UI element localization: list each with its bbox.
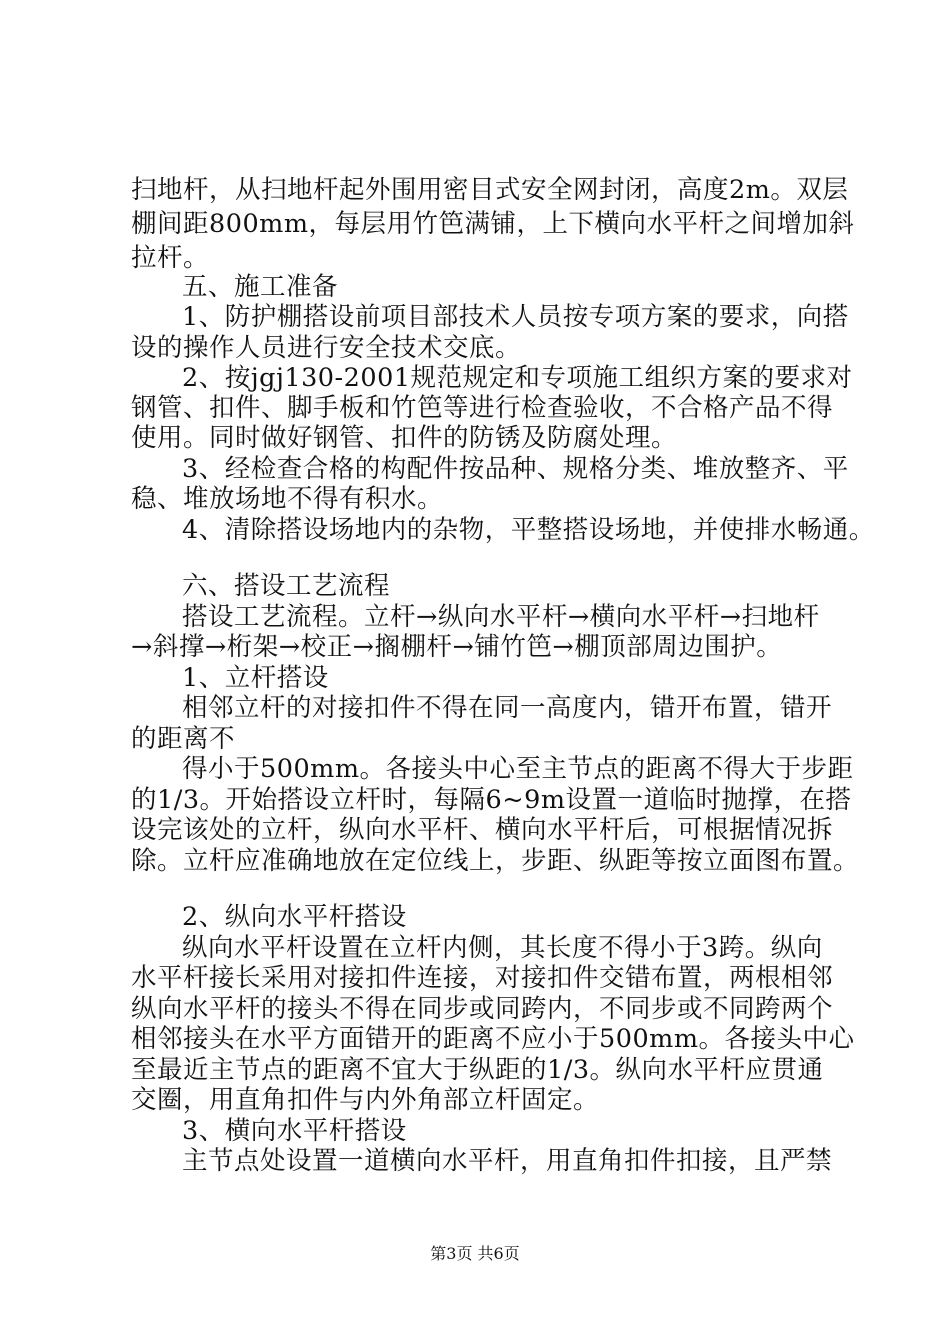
text-line: 棚间距800mm，每层用竹笆满铺，上下横向水平杆之间增加斜 bbox=[131, 209, 855, 239]
text-line: 设的操作人员进行安全技术交底。 bbox=[131, 333, 522, 363]
subsection-heading: 1、立杆搭设 bbox=[182, 663, 329, 693]
text-line: 得小于500mm。各接头中心至主节点的距离不得大于步距 bbox=[182, 754, 854, 784]
text-line: 的1/3。开始搭设立杆时，每隔6~9m设置一道临时抛撑，在搭 bbox=[131, 785, 852, 815]
text-line: 搭设工艺流程。立杆→纵向水平杆→横向水平杆→扫地杆 bbox=[182, 602, 820, 632]
text-line: →斜撑→桁架→校正→搁棚杆→铺竹笆→棚顶部周边围护。 bbox=[131, 632, 783, 662]
text-line: 水平杆接长采用对接扣件连接，对接扣件交错布置，两根相邻 bbox=[131, 963, 834, 993]
text-line: 4、清除搭设场地内的杂物，平整搭设场地，并使排水畅通。 bbox=[182, 515, 875, 545]
text-line: 拉杆。 bbox=[131, 243, 210, 273]
text-line: 纵向水平杆设置在立杆内侧，其长度不得小于3跨。纵向 bbox=[182, 933, 823, 963]
text-line: 2、按jgj130-2001规范规定和专项施工组织方案的要求对 bbox=[182, 363, 853, 393]
text-line: 使用。同时做好钢管、扣件的防锈及防腐处理。 bbox=[131, 423, 678, 453]
section-heading: 六、搭设工艺流程 bbox=[182, 571, 391, 601]
page-number-footer: 第3页 共6页 bbox=[430, 1244, 520, 1263]
text-line: 相邻立杆的对接扣件不得在同一高度内，错开布置，错开 bbox=[182, 693, 833, 723]
text-line: 至最近主节点的距离不宜大于纵距的1/3。纵向水平杆应贯通 bbox=[131, 1055, 824, 1085]
text-line: 扫地杆，从扫地杆起外围用密目式安全网封闭，高度2m。双层 bbox=[131, 175, 849, 205]
section-heading: 五、施工准备 bbox=[182, 272, 339, 302]
text-line: 稳、堆放场地不得有积水。 bbox=[131, 484, 444, 514]
text-line: 交圈，用直角扣件与内外角部立杆固定。 bbox=[131, 1085, 600, 1115]
subsection-heading: 3、横向水平杆搭设 bbox=[182, 1116, 407, 1146]
text-line: 相邻接头在水平方面错开的距离不应小于500mm。各接头中心 bbox=[131, 1024, 855, 1054]
text-line: 纵向水平杆的接头不得在同步或同跨内，不同步或不同跨两个 bbox=[131, 994, 834, 1024]
text-line: 钢管、扣件、脚手板和竹笆等进行检查验收，不合格产品不得 bbox=[131, 393, 834, 423]
text-line: 主节点处设置一道横向水平杆，用直角扣件扣接，且严禁 bbox=[182, 1146, 833, 1176]
text-line: 除。立杆应准确地放在定位线上，步距、纵距等按立面图布置。 bbox=[131, 846, 860, 876]
text-line: 1、防护棚搭设前项目部技术人员按专项方案的要求，向搭 bbox=[182, 302, 849, 332]
text-line: 的距离不 bbox=[131, 724, 236, 754]
text-line: 3、经检查合格的构配件按品种、规格分类、堆放整齐、平 bbox=[182, 454, 849, 484]
text-line: 设完该处的立杆，纵向水平杆、横向水平杆后，可根据情况拆 bbox=[131, 815, 834, 845]
subsection-heading: 2、纵向水平杆搭设 bbox=[182, 902, 407, 932]
